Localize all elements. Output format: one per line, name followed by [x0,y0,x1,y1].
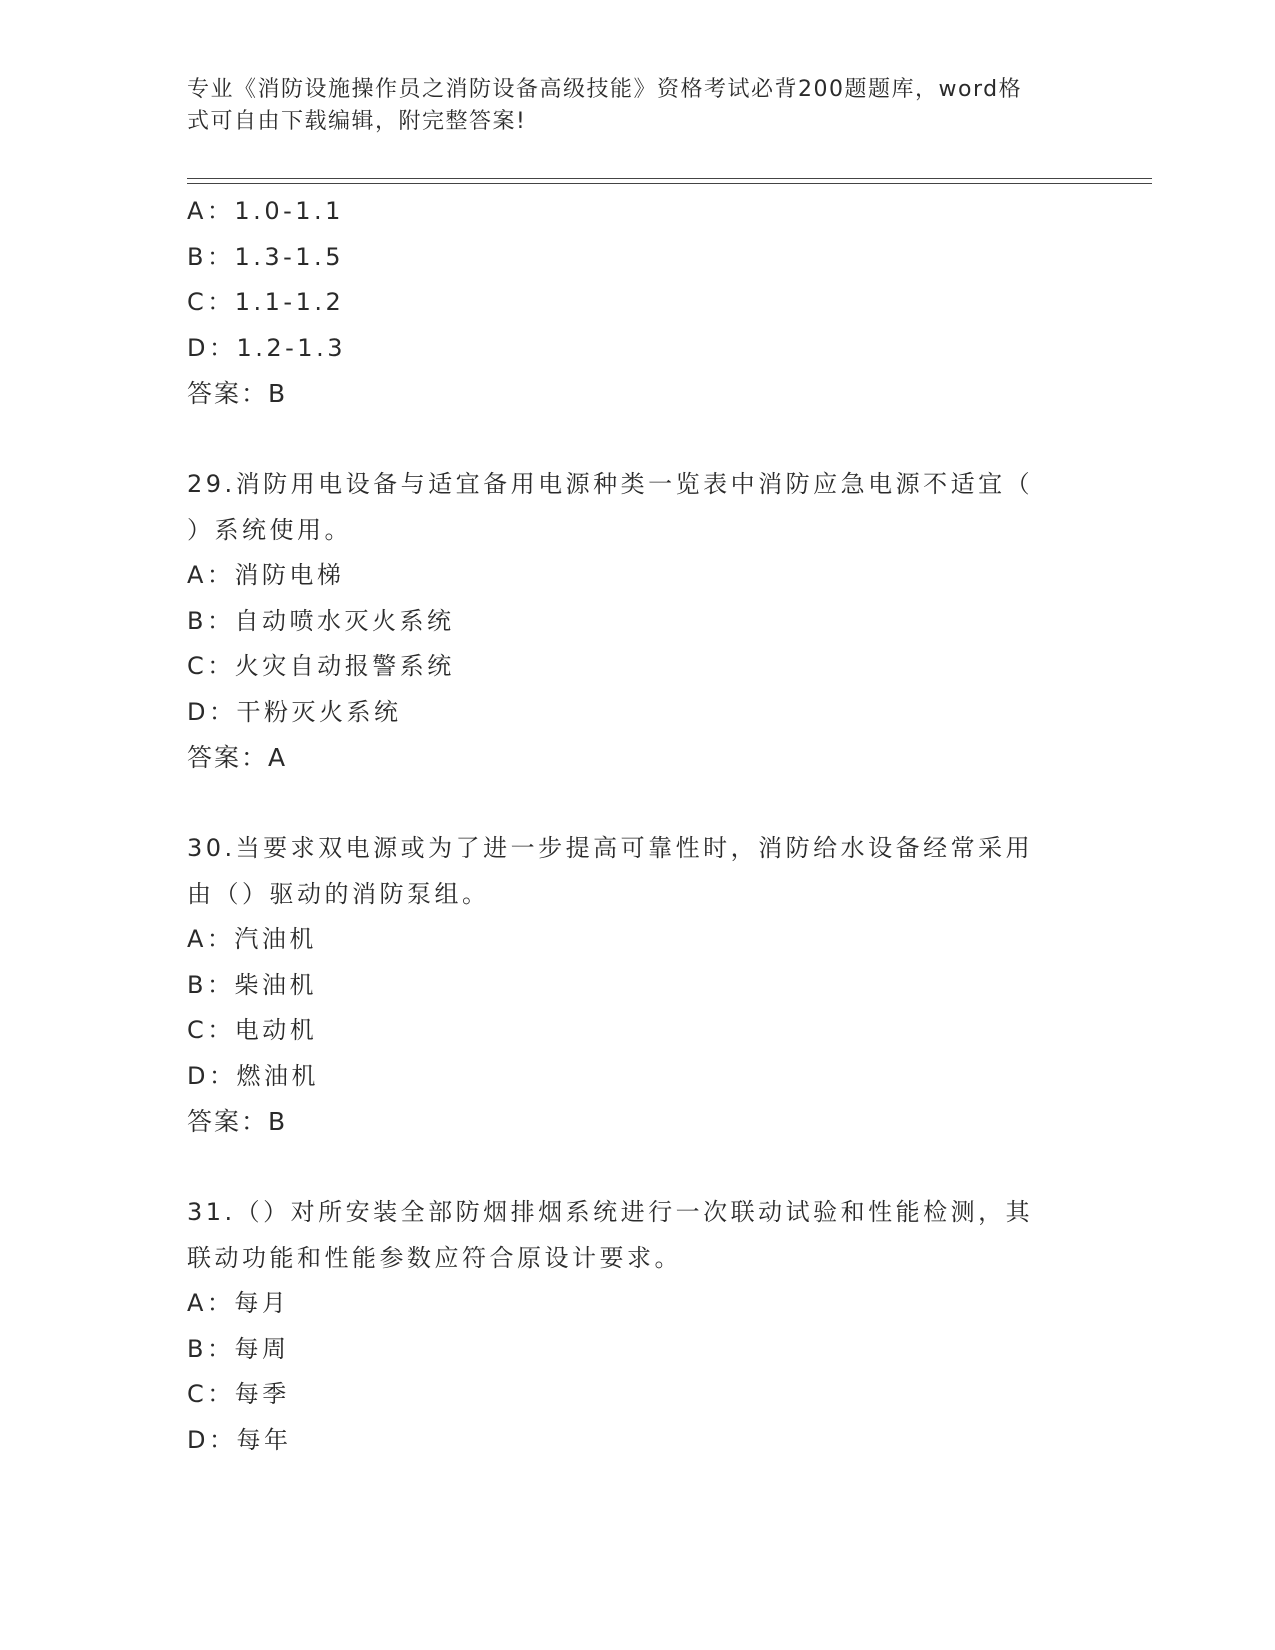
option-a: A：每月 [187,1289,290,1317]
document-header [187,74,1067,138]
option-b: B：柴油机 [187,970,317,999]
question-29 [187,462,1087,781]
answer-value: B [268,1107,288,1136]
option-c: C：火灾自动报警系统 [187,652,455,680]
option-c: C：每季 [187,1380,290,1408]
question-stem-line-1: 31.（）对所安装全部防烟排烟系统进行一次联动试验和性能检测，其 [187,1198,1034,1226]
question-stem-line-1: 29.消防用电设备与适宜备用电源种类一览表中消防应急电源不适宜（ [187,470,1034,498]
option-d: D：燃油机 [187,1061,319,1090]
question-stem-line-2: 由（）驱动的消防泵组。 [187,879,490,908]
answer-label: 答案： [187,1107,269,1136]
option-b: B：每周 [187,1334,290,1363]
header-divider-bottom [187,183,1152,184]
answer-label: 答案： [187,379,269,408]
answer-line [187,735,1087,781]
option-d: D：1.2-1.3 [187,333,346,362]
answer-value: B [268,379,288,408]
question-31 [187,1190,1087,1463]
question-stem-line-2: 联动功能和性能参数应符合原设计要求。 [187,1243,682,1272]
option-b: B：自动喷水灭火系统 [187,606,455,635]
question-list [187,189,1087,1463]
answer-line [187,1099,1087,1145]
option-a: A：汽油机 [187,925,317,953]
option-a: A：消防电梯 [187,561,345,589]
question-28 [187,189,1087,417]
header-line-2: 式可自由下载编辑，附完整答案! [187,109,527,134]
header-divider-top [187,178,1152,179]
question-stem-line-2: ）系统使用。 [187,515,352,544]
header-line-1: 专业《消防设施操作员之消防设备高级技能》资格考试必背200题题库，word格 [187,77,1023,102]
option-b: B：1.3-1.5 [187,242,344,271]
option-c: C：电动机 [187,1016,318,1044]
answer-value: A [268,743,288,772]
question-30 [187,826,1087,1145]
option-d: D：干粉灭火系统 [187,697,402,726]
option-a: A：1.0-1.1 [187,197,344,225]
option-d: D：每年 [187,1425,292,1454]
option-c: C：1.1-1.2 [187,288,345,316]
question-stem-line-1: 30.当要求双电源或为了进一步提高可靠性时，消防给水设备经常采用 [187,834,1034,862]
answer-line [187,371,1087,417]
answer-label: 答案： [187,743,269,772]
